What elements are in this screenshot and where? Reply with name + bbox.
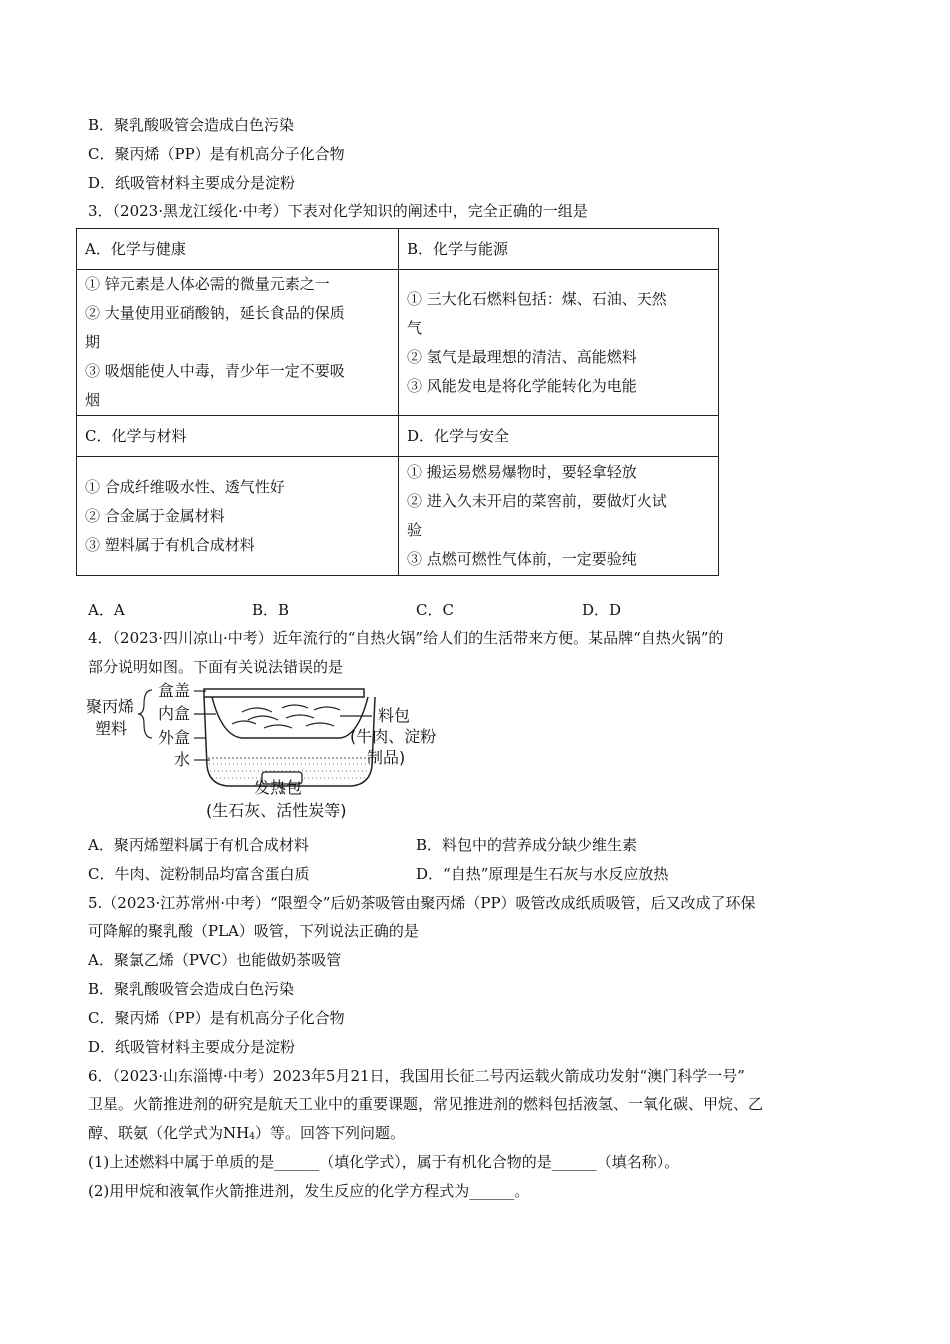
label-ingredient-pack: 料包 bbox=[378, 706, 411, 725]
q3-c-line: ② 合金属于金属材料 bbox=[85, 506, 225, 525]
top-option-b: B．聚乳酸吸管会造成白色污染 bbox=[88, 116, 295, 134]
q3-b-line: 气 bbox=[407, 318, 423, 337]
q3-b-line: ③ 风能发电是将化学能转化为电能 bbox=[407, 376, 637, 395]
q4-option-b: B．料包中的营养成分缺少维生素 bbox=[416, 836, 638, 854]
q6-stem-line2: 卫星。火箭推进剂的研究是航天工业中的重要课题，常见推进剂的燃料包括液氢、一氧化碳、甲烷、乙 bbox=[88, 1095, 764, 1113]
q4-stem-line1: 4．（2023·四川凉山·中考）近年流行的“自热火锅”给人们的生活带来方便。某品牌“自热火锅”的 bbox=[88, 629, 724, 647]
q3-a-line: ① 锌元素是人体必需的微量元素之一 bbox=[85, 275, 330, 293]
q3-a-body bbox=[77, 270, 399, 416]
lid-shape bbox=[204, 689, 364, 697]
top-option-d: D．纸吸管材料主要成分是淀粉 bbox=[88, 174, 296, 192]
label-heater-note: (生石灰、活性炭等) bbox=[206, 801, 347, 820]
label-ingredient-note2: 制品) bbox=[367, 748, 406, 767]
label-heater-pack: 发热包 bbox=[254, 778, 303, 797]
q3-d-line: ② 进入久未开启的菜窖前，要做灯火试 bbox=[407, 492, 667, 510]
q5-option-c: C．聚丙烯（PP）是有机高分子化合物 bbox=[88, 1009, 345, 1027]
top-option-c: C．聚丙烯（PP）是有机高分子化合物 bbox=[88, 145, 345, 163]
q3-option-a: A．A bbox=[88, 601, 125, 619]
q3-d-title: D．化学与安全 bbox=[399, 416, 719, 457]
q4-stem-line2: 部分说明如图。下面有关说法错误的是 bbox=[88, 658, 344, 676]
label-inner-box: 内盒 bbox=[158, 704, 191, 723]
q6-stem3-post: ）等。回答下列问题。 bbox=[254, 1124, 405, 1142]
q3-d-line: 验 bbox=[407, 521, 423, 539]
q3-c-title: C．化学与材料 bbox=[77, 416, 399, 457]
q3-d-line: ① 搬运易燃易爆物时，要轻拿轻放 bbox=[407, 463, 637, 481]
hotpot-figure bbox=[82, 676, 442, 830]
q3-option-b: B．B bbox=[252, 601, 290, 619]
q3-c-line: ① 合成纤维吸水性、透气性好 bbox=[85, 477, 285, 496]
q5-option-d: D．纸吸管材料主要成分是淀粉 bbox=[88, 1038, 296, 1056]
q3-c-line: ③ 塑料属于有机合成材料 bbox=[85, 535, 255, 554]
q6-stem-line1: 6．（2023·山东淄博·中考）2023年5月21日，我国用长征二号丙运载火箭成功发射“澳门科学一号” bbox=[88, 1067, 745, 1085]
q3-d-line: ③ 点燃可燃性气体前，一定要验纯 bbox=[407, 550, 637, 568]
q4-option-c: C．牛肉、淀粉制品均富含蛋白质 bbox=[88, 865, 310, 883]
q6-part2: (2)用甲烷和液氧作火箭推进剂，发生反应的化学方程式为______。 bbox=[88, 1182, 530, 1200]
q3-option-d: D．D bbox=[582, 601, 622, 619]
label-lid: 盒盖 bbox=[158, 681, 191, 700]
q4-option-a: A．聚丙烯塑料属于有机合成材料 bbox=[88, 836, 309, 854]
q5-stem-line2: 可降解的聚乳酸（PLA）吸管，下列说法正确的是 bbox=[88, 922, 419, 940]
q6-stem-line3 bbox=[88, 1123, 405, 1147]
q5-option-b: B．聚乳酸吸管会造成白色污染 bbox=[88, 980, 295, 998]
q3-d-body bbox=[399, 457, 719, 576]
q3-a-line: ② 大量使用亚硝酸钠，延长食品的保质 bbox=[85, 304, 345, 322]
q3-c-body bbox=[77, 457, 399, 576]
q3-b-line: ② 氢气是最理想的清洁、高能燃料 bbox=[407, 347, 637, 366]
q3-a-line: 烟 bbox=[85, 391, 101, 409]
q3-stem: 3．（2023·黑龙江绥化·中考）下表对化学知识的阐述中，完全正确的一组是 bbox=[88, 202, 588, 220]
q5-option-a: A．聚氯乙烯（PVC）也能做奶茶吸管 bbox=[88, 951, 342, 969]
q3-table bbox=[76, 228, 719, 576]
q6-stem3-sub: 4 bbox=[249, 1132, 255, 1142]
label-water: 水 bbox=[174, 750, 191, 769]
q3-b-title: B．化学与能源 bbox=[399, 229, 719, 270]
brace-shape bbox=[138, 690, 152, 738]
q3-b-line: ① 三大化石燃料包括：煤、石油、天然 bbox=[407, 289, 667, 308]
q3-b-body bbox=[399, 270, 719, 416]
q5-stem-line1: 5.（2023·江苏常州·中考）“限塑令”后奶茶吸管由聚丙烯（PP）吸管改成纸质吸管，后又改成了环保 bbox=[88, 894, 756, 912]
q6-part1: (1)上述燃料中属于单质的是______（填化学式），属于有机化合物的是______（填名称）。 bbox=[88, 1153, 680, 1171]
q3-a-title: A．化学与健康 bbox=[77, 229, 399, 270]
label-ingredient-note1: (牛肉、淀粉 bbox=[350, 727, 437, 746]
q3-a-line: 期 bbox=[85, 333, 101, 351]
label-plastic: 塑料 bbox=[95, 719, 128, 738]
q4-option-d: D．“自热”原理是生石灰与水反应放热 bbox=[416, 865, 669, 883]
label-polypropylene: 聚丙烯 bbox=[86, 697, 135, 716]
q3-a-line: ③ 吸烟能使人中毒，青少年一定不要吸 bbox=[85, 362, 345, 380]
q6-stem3-pre: 醇、联氨（化学式为NH bbox=[88, 1124, 250, 1142]
inner-box-shape bbox=[212, 697, 368, 738]
label-outer-box: 外盒 bbox=[158, 728, 191, 747]
q3-option-c: C．C bbox=[416, 601, 454, 619]
